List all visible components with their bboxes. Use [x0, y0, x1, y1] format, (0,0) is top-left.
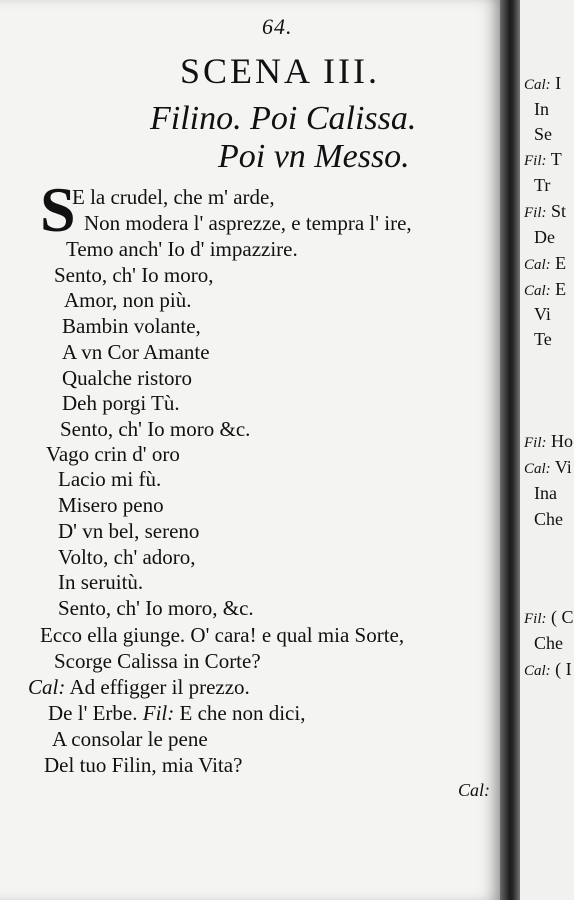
page-number: 64. [262, 14, 293, 39]
verse-line: Non modera l' asprezze, e tempra l' ire, [84, 211, 412, 235]
right-page-line: Cal: ( I [524, 659, 572, 679]
characters-line: Filino. Poi Calissa. [150, 100, 417, 137]
verse-line: E la crudel, che m' arde, [72, 185, 275, 209]
verse-line: Sento, ch' Io moro, [54, 263, 214, 287]
right-page-line: Fil: T [524, 149, 562, 169]
right-page-line: In [534, 99, 549, 119]
verse-line: Sento, ch' Io moro &c. [60, 417, 251, 441]
verse-line: De l' Erbe. Fil: E che non dici, [48, 701, 306, 725]
verse-line: Vago crin d' oro [46, 442, 180, 466]
verse-line: Cal: Ad effigger il prezzo. [28, 675, 250, 699]
right-page-line: Cal: Vi [524, 457, 572, 477]
verse-line: Lacio mi fù. [58, 467, 162, 491]
catchword: Cal: [458, 780, 491, 800]
verse-line: Volto, ch' adoro, [58, 545, 196, 569]
verse-line: A vn Cor Amante [62, 340, 210, 364]
right-page-line: Te [534, 329, 552, 349]
right-page-line: Se [534, 124, 552, 144]
book-gutter [500, 0, 522, 900]
characters-line: Poi vn Messo. [218, 138, 410, 175]
speaker-label: Fil: [142, 701, 175, 725]
verse-line: Temo anch' Io d' impazzire. [66, 237, 298, 261]
scene-title: SCENA III. [180, 51, 380, 91]
verse-line: Ecco ella giunge. O' cara! e qual mia Sorte, [40, 623, 405, 647]
drop-cap: S [40, 174, 76, 245]
verse-line: Scorge Calissa in Corte? [54, 649, 261, 673]
verse-line: In seruitù. [58, 570, 144, 594]
right-page-line: Fil: St [524, 201, 567, 221]
verse-line: Amor, non più. [64, 288, 192, 312]
right-page-line: Cal: I [524, 73, 562, 93]
right-page-line: Che [534, 633, 563, 653]
right-page-line: Ina [534, 483, 557, 503]
right-page-line: Cal: E [524, 279, 567, 299]
verse-line: Misero peno [58, 493, 164, 517]
right-page-line: Cal: E [524, 253, 567, 273]
right-page-line: Che [534, 509, 563, 529]
verse-line: Deh porgi Tù. [62, 391, 180, 415]
right-page-line: Fil: ( C [524, 607, 574, 627]
right-page-line: Tr [534, 175, 551, 195]
verse-line: Del tuo Filin, mia Vita? [44, 753, 243, 777]
verse-line: Qualche ristoro [62, 366, 193, 390]
verse-line: D' vn bel, sereno [58, 519, 200, 543]
right-page [520, 0, 574, 900]
right-page-line: Fil: Ho [524, 431, 573, 451]
verse-line: A consolar le pene [52, 727, 208, 751]
verse-line: Bambin volante, [62, 314, 201, 338]
right-page-line: Vi [534, 304, 551, 324]
right-page-line: De [534, 227, 555, 247]
speaker-label: Cal: [28, 675, 66, 699]
verse-line: Sento, ch' Io moro, &c. [58, 596, 254, 620]
